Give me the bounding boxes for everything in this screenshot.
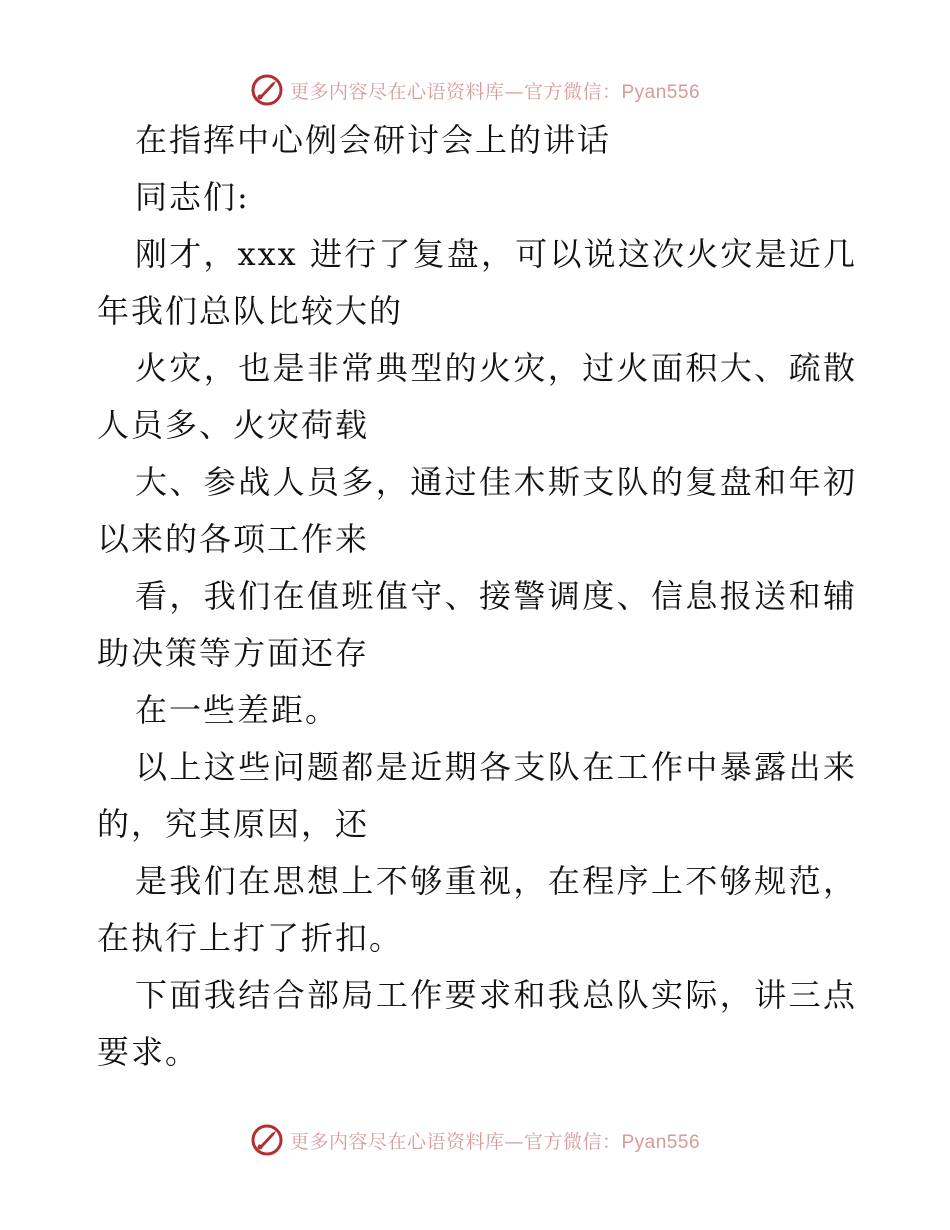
banner-handle: Pyan556	[621, 1131, 701, 1153]
header-watermark-banner	[0, 70, 950, 110]
paragraph-line: 大、参战人员多，通过佳木斯支队的复盘和年初以来的各项工作来	[97, 463, 857, 558]
banner-handle: Pyan556	[621, 81, 701, 103]
paragraph-line: 在一些差距。	[135, 691, 340, 729]
paragraph-line: 看，我们在值班值守、接警调度、信息报送和辅助决策等方面还存	[97, 577, 857, 672]
paragraph-line: 下面我结合部局工作要求和我总队实际，讲三点要求。	[97, 976, 857, 1071]
paragraph-line: 同志们:	[135, 178, 250, 216]
paragraph-line: 火灾，也是非常典型的火灾，过火面积大、疏散人员多、火灾荷载	[97, 349, 857, 444]
paragraph-line: 以上这些问题都是近期各支队在工作中暴露出来的，究其原因，还	[97, 748, 857, 843]
quill-pen-logo-icon	[250, 1123, 284, 1157]
footer-watermark-banner	[0, 1120, 950, 1160]
paragraph-line: 是我们在思想上不够重视，在程序上不够规范，在执行上打了折扣。	[97, 862, 857, 957]
banner-text: 更多内容尽在心语资料库—官方微信：Pyan556	[289, 80, 701, 103]
quill-pen-logo-icon	[250, 73, 284, 107]
document-body	[97, 112, 857, 1081]
document-title: 在指挥中心例会研讨会上的讲话	[135, 121, 612, 159]
paragraph-line: 刚才，xxx 进行了复盘，可以说这次火灾是近几年我们总队比较大的	[97, 235, 857, 330]
banner-text: 更多内容尽在心语资料库—官方微信：Pyan556	[289, 1130, 701, 1153]
